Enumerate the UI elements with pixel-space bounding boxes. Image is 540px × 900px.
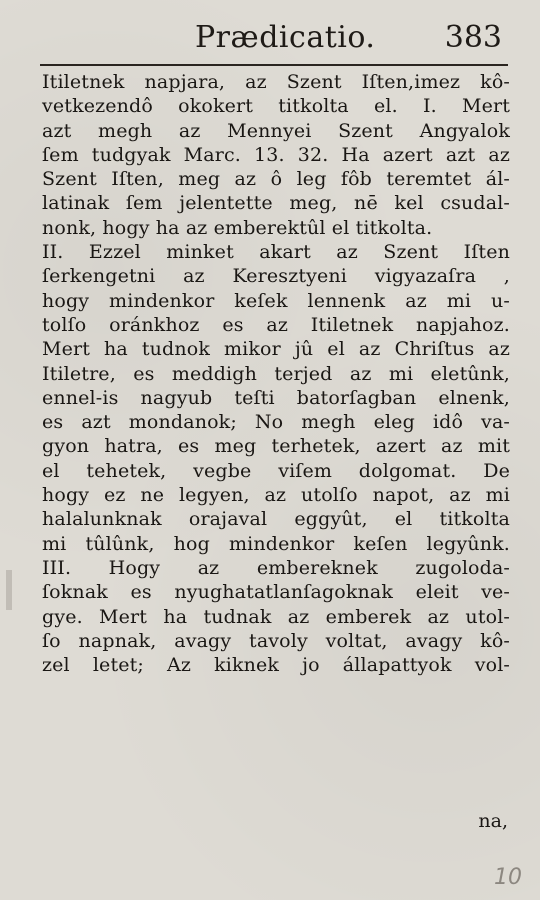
running-title: Prædicatio. — [195, 20, 376, 55]
text-line: nonk, hogy ha az emberektûl el titkolta. — [42, 216, 433, 239]
text-line: tolſo oránkhoz es az Itiletnek napjahoz. — [42, 313, 510, 336]
text-line: ennel-is nagyub teſti batorſagban elnenk, — [42, 386, 510, 409]
header-rule — [40, 64, 508, 66]
text-line: Itiletre, es meddigh terjed az mi eletûnk, — [42, 362, 510, 385]
text-line: mi tûlûnk, hog mindenkor keſen legyûnk. — [42, 532, 510, 555]
text-line: Szent Iſten, meg az ô leg fôb teremtet ál- — [42, 168, 510, 191]
page-number: 383 — [444, 20, 502, 55]
text-line: Mert ha tudnok mikor jû el az Chriſtus az — [42, 338, 510, 361]
text-line: es azt mondanok; No megh eleg idô va- — [42, 411, 510, 434]
catchword: na, — [478, 810, 508, 832]
body-text — [42, 70, 510, 677]
text-line: ſem tudgyak Marc. 13. 32. Ha azert azt az — [42, 143, 510, 166]
text-line: hogy mindenkor keſek lennenk az mi u- — [42, 289, 510, 312]
text-line: vetkezendô okokert titkolta el. I. Mert — [42, 95, 510, 118]
text-line: azt megh az Mennyei Szent Angyalok — [42, 119, 510, 142]
text-line: II. Ezzel minket akart az Szent Iſten — [42, 241, 510, 264]
text-line: III. Hogy az embereknek zugoloda- — [42, 556, 510, 579]
text-line: zel letet; Az kiknek jo állapattyok vol- — [42, 654, 510, 677]
text-line: latinak ſem jelentette meg, nē kel csudal- — [42, 192, 510, 215]
text-line: ſoknak es nyughatatlanſagoknak eleit ve- — [42, 581, 510, 604]
text-line: gye. Mert ha tudnak az emberek az utol- — [42, 605, 510, 628]
text-line: gyon hatra, es meg terhetek, azert az mit — [42, 435, 510, 458]
margin-smudge — [6, 570, 12, 610]
text-line: Itiletnek napjara, az Szent Iſten,imez kô- — [42, 71, 510, 93]
text-line: hogy ez ne legyen, az utolſo napot, az mi — [42, 484, 510, 507]
pencil-folio-note: 10 — [494, 865, 522, 890]
text-line: ſerkengetni az Keresztyeni vigyazaſra , — [42, 265, 510, 288]
text-line: halalunknak orajaval eggyût, el titkolta — [42, 508, 510, 531]
text-line: el tehetek, vegbe viſem dolgomat. De — [42, 459, 510, 482]
page-header — [40, 20, 510, 62]
text-line: ſo napnak, avagy tavoly voltat, avagy kô- — [42, 629, 510, 652]
